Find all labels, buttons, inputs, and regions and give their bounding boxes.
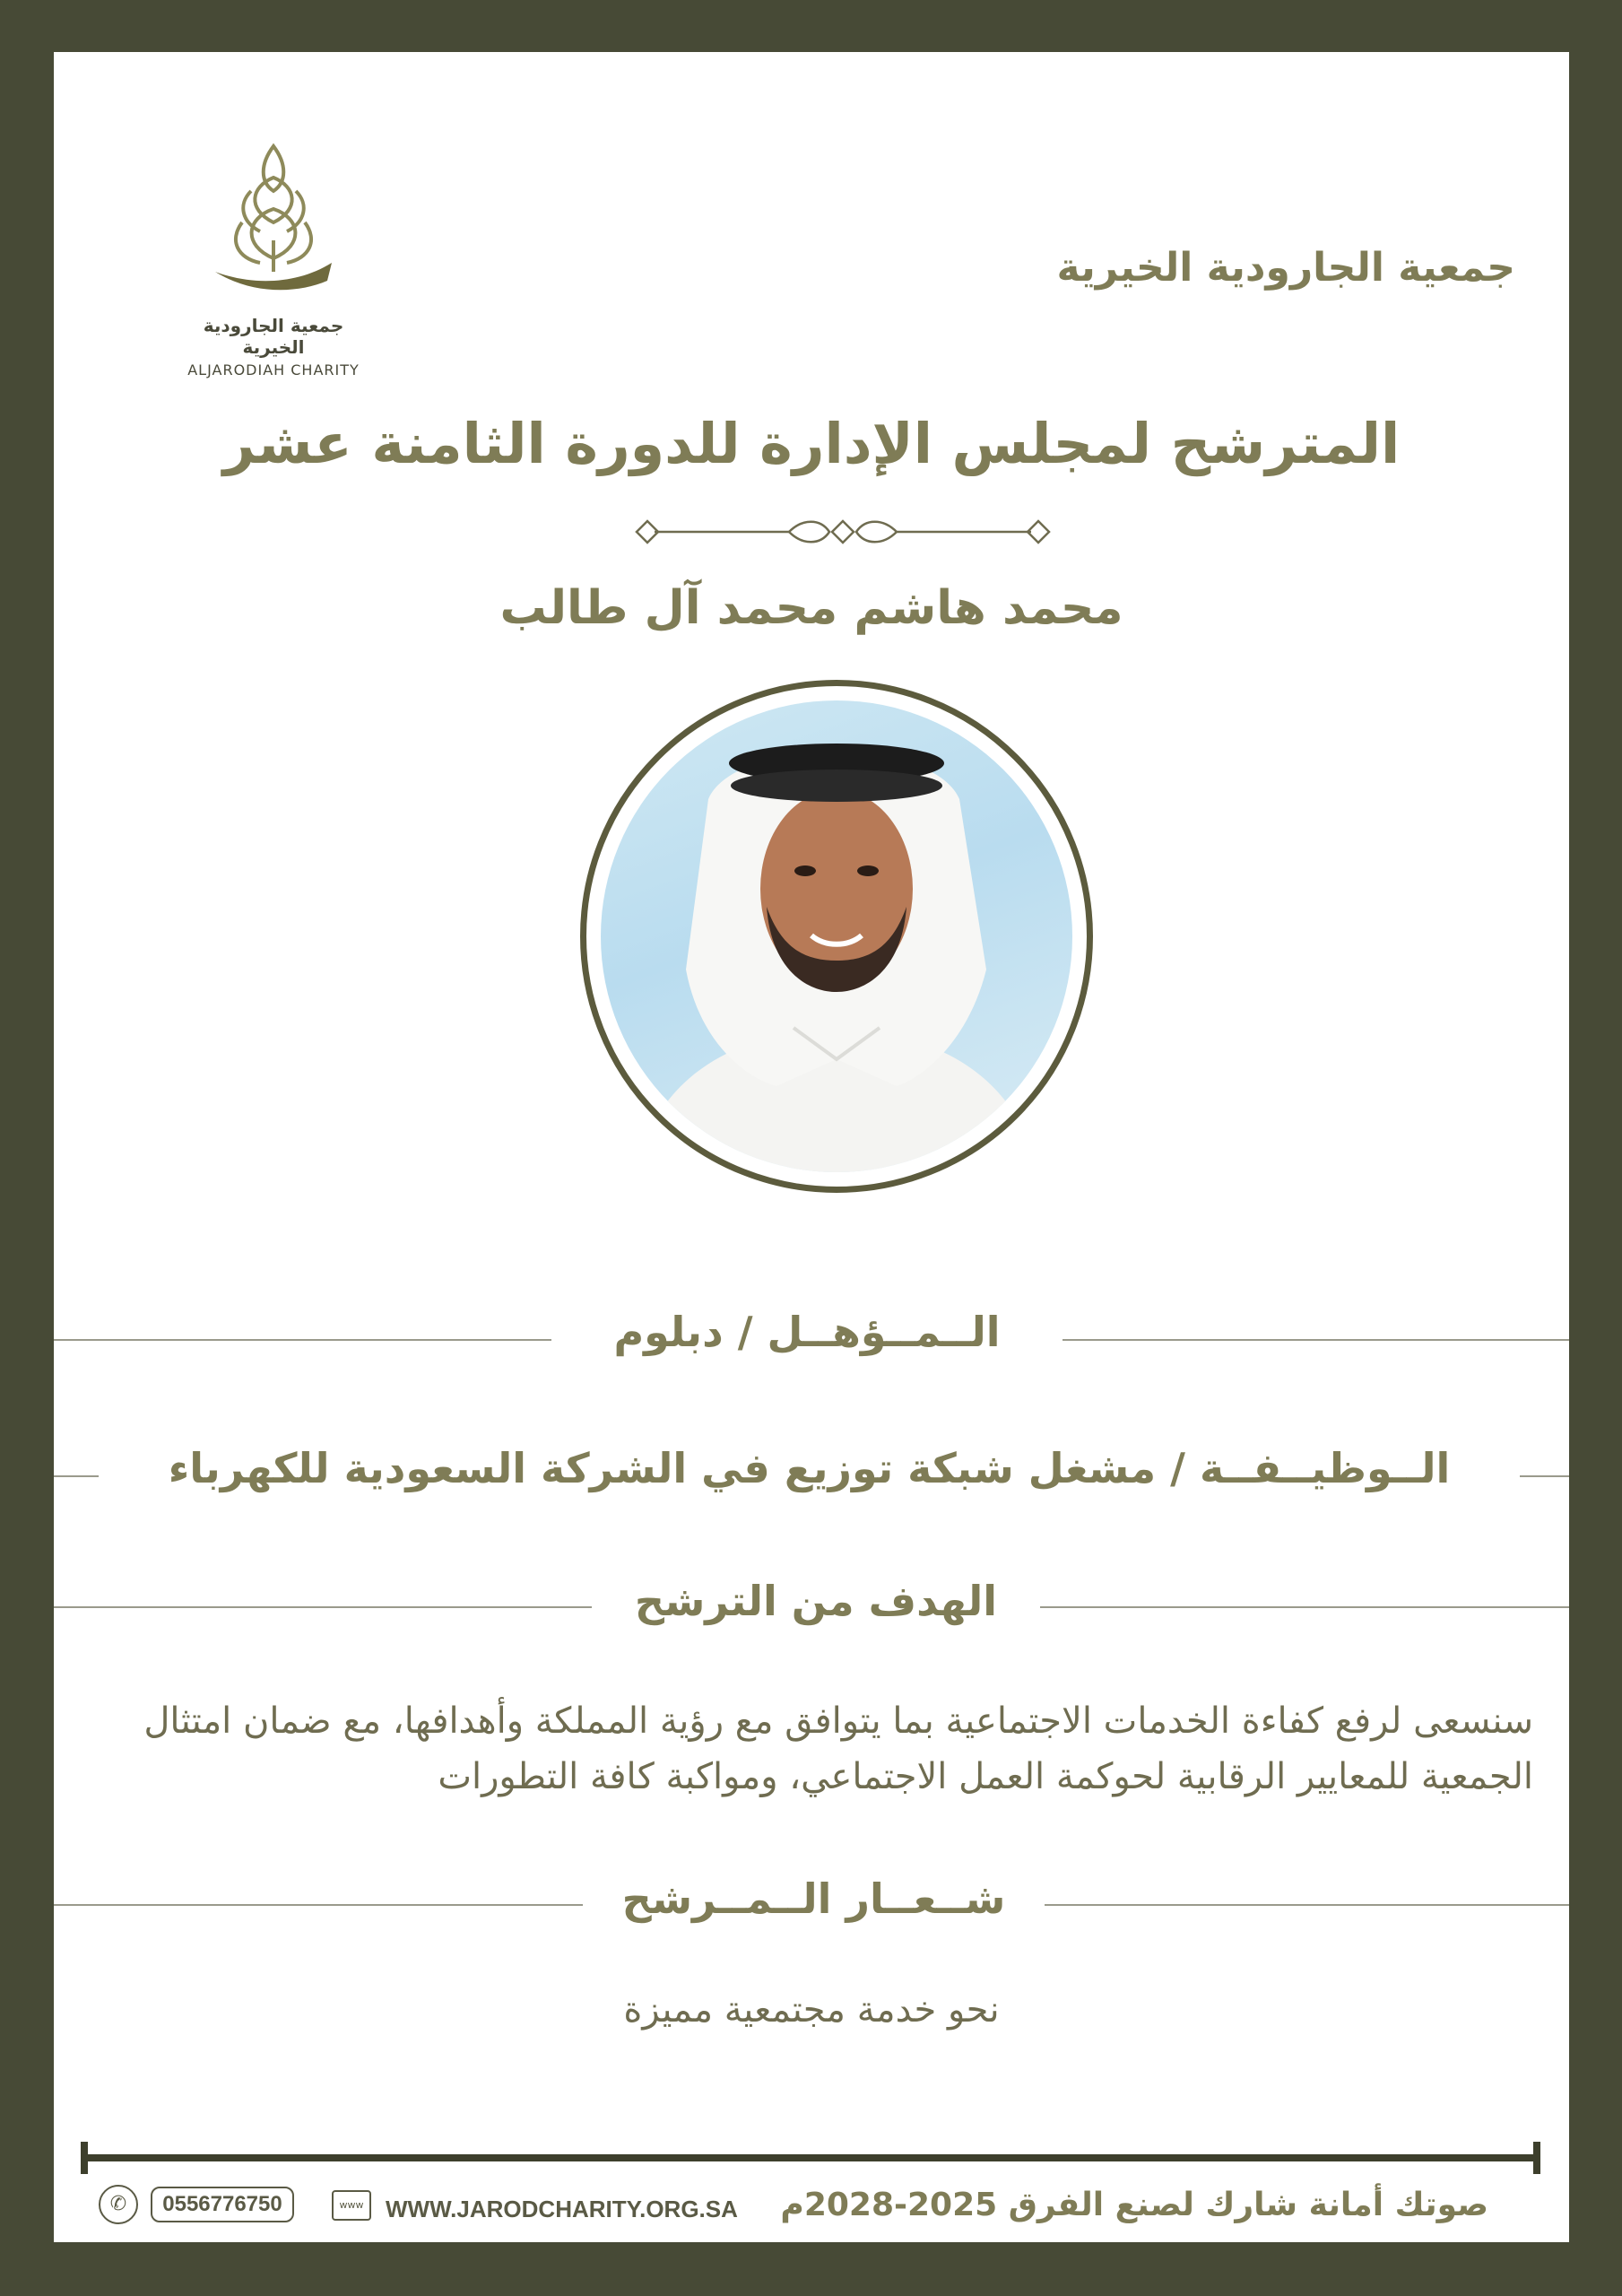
ornament-divider-icon [628, 505, 1058, 559]
slogan-line-left [54, 1904, 583, 1906]
person-avatar-icon [601, 700, 1072, 1172]
organization-name: جمعية الجارودية الخيرية [1056, 245, 1515, 291]
wheat-logo-icon [197, 137, 350, 308]
footer-motto: صوتك أمانة شارك لصنع الفرق 2025-2028م [780, 2187, 1488, 2223]
footer-bar [83, 2154, 1536, 2161]
job-line-left [54, 1475, 99, 1477]
slogan-line-right [1045, 1904, 1569, 1906]
footer-bar-cap-left [81, 2142, 88, 2174]
headline: المترشح لمجلس الإدارة للدورة الثامنة عشر [222, 411, 1401, 476]
qualification-text: الــمــؤهــل / دبلوم [613, 1308, 1001, 1356]
website-link[interactable]: WWW.JARODCHARITY.ORG.SA [386, 2196, 738, 2222]
candidate-photo-frame [580, 680, 1093, 1193]
goal-title: الهدف من الترشح [634, 1577, 998, 1625]
goal-line-left [54, 1606, 592, 1608]
candidate-photo [601, 700, 1072, 1172]
candidate-name: محمد هاشم محمد آل طالب [499, 581, 1123, 635]
job-line-right [1520, 1475, 1569, 1477]
goal-line-right [1040, 1606, 1569, 1608]
logo-english-text: ALJARODIAH CHARITY [187, 361, 360, 378]
goal-body: سنسعى لرفع كفاءة الخدمات الاجتماعية بما يتوافق مع رؤية المملكة وأهدافها، مع ضمان امتثال الجمعية للمعايير الرقابية لحوكمة العمل الاجتماعي، ومواكبة كافة التطورات [143, 1700, 1533, 1797]
slogan-body: نحو خدمة مجتمعية مميزة [623, 1989, 1000, 2031]
qualification-line-right [1063, 1339, 1569, 1341]
flyer-card [54, 52, 1569, 2242]
charity-logo [170, 137, 377, 397]
qualification-line-left [54, 1339, 551, 1341]
slogan-title: شــعــار الــمــرشح [621, 1874, 1006, 1923]
phone-number[interactable]: 0556776750 [151, 2187, 294, 2222]
logo-arabic-text: جمعية الجارودية الخيرية [203, 315, 344, 358]
footer-bar-cap-right [1533, 2142, 1540, 2174]
phone-icon: ✆ [99, 2185, 138, 2224]
web-icon: www [332, 2190, 371, 2221]
job-text: الــوظيــفــة / مشغل شبكة توزيع في الشركة السعودية للكهرباء [168, 1444, 1451, 1492]
